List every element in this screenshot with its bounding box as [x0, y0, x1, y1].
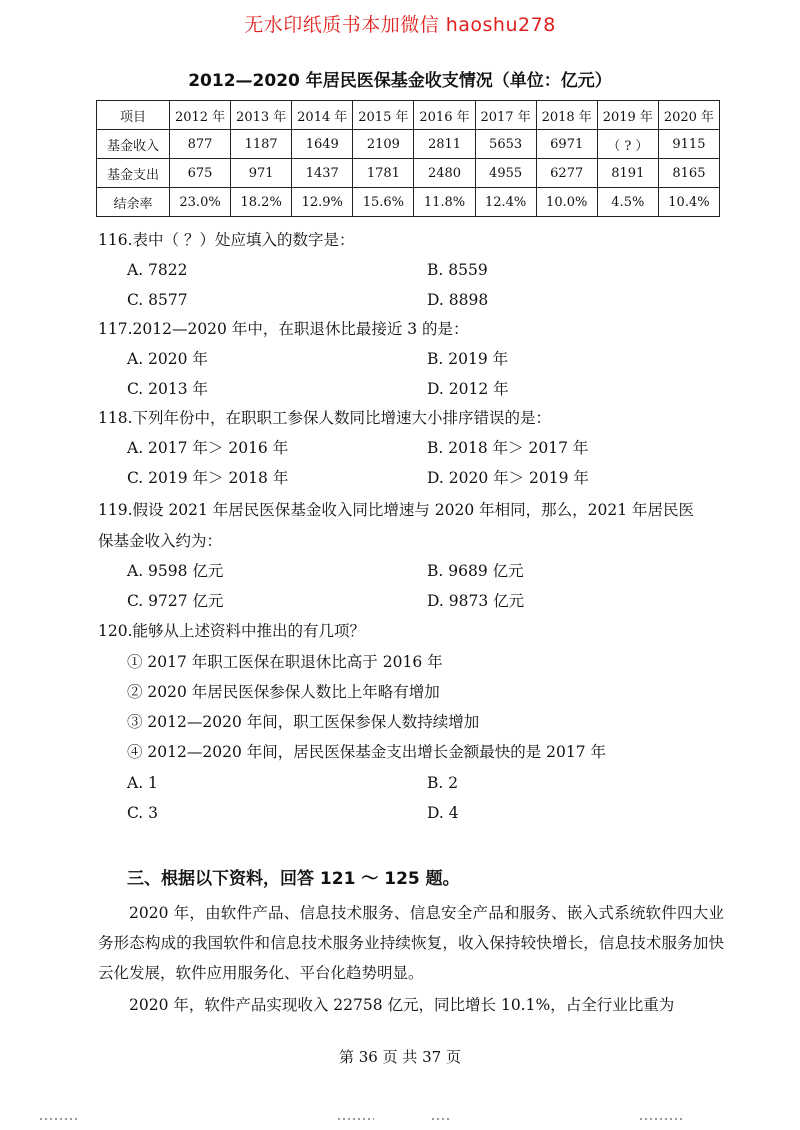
table-cell: 2811 [414, 130, 475, 159]
question-119-option-c: C. 9727 亿元 [127, 592, 224, 610]
question-118-stem: 118.下列年份中，在职职工参保人数同比增速大小排序错误的是： [98, 409, 552, 427]
question-116-option-a: A. 7822 [127, 261, 188, 279]
table-cell: 1649 [292, 130, 353, 159]
scan-artifact-dots [640, 1118, 684, 1120]
section-paragraph-1: 2020 年，由软件产品、信息技术服务、信息安全产品和服务、嵌入式系统软件四大业务形态构成的我国软件和信息技术服务业持续恢复，收入保持较快增长，信息技术服务加快云化发展，软件应用服务化、平台化趋势明显。 [98, 904, 724, 982]
table-row [97, 188, 720, 217]
table-header-cell: 2015 年 [353, 101, 414, 130]
table-cell: 18.2% [231, 188, 292, 217]
table-cell: 5653 [475, 130, 536, 159]
table-header-cell: 2020 年 [658, 101, 719, 130]
table-cell: 4.5% [597, 188, 658, 217]
table-cell: 基金支出 [97, 159, 170, 188]
table-cell: 结余率 [97, 188, 170, 217]
question-120-option-c: C. 3 [127, 804, 159, 822]
question-120-statement-1: ① 2017 年职工医保在职退休比高于 2016 年 [127, 653, 443, 671]
question-116-stem: 116.表中（ ？）处应填入的数字是： [98, 231, 355, 249]
table-cell: （ ? ） [597, 130, 658, 159]
table-row [97, 130, 720, 159]
table-header-cell: 2012 年 [170, 101, 231, 130]
table-cell: 10.0% [536, 188, 597, 217]
table-cell: 877 [170, 130, 231, 159]
table-header-cell: 2014 年 [292, 101, 353, 130]
table-header-cell: 2018 年 [536, 101, 597, 130]
table-cell: 23.0% [170, 188, 231, 217]
table-header-cell: 2016 年 [414, 101, 475, 130]
table-cell: 675 [170, 159, 231, 188]
table-cell: 9115 [658, 130, 719, 159]
question-117-option-a: A. 2020 年 [127, 350, 208, 368]
table-cell: 1437 [292, 159, 353, 188]
question-119-option-a: A. 9598 亿元 [127, 562, 224, 580]
question-119-option-d: D. 9873 亿元 [427, 592, 525, 610]
table-header-cell: 2017 年 [475, 101, 536, 130]
question-118-option-b: B. 2018 年＞ 2017 年 [427, 439, 589, 457]
table-cell: 2109 [353, 130, 414, 159]
table-cell: 971 [231, 159, 292, 188]
scan-artifact-dots [40, 1118, 80, 1120]
table-cell: 12.4% [475, 188, 536, 217]
table-cell: 12.9% [292, 188, 353, 217]
page-number-footer: 第 36 页 共 37 页 [338, 1048, 461, 1066]
table-cell: 8191 [597, 159, 658, 188]
table-cell: 基金收入 [97, 130, 170, 159]
question-117-stem: 117.2012—2020 年中，在职退休比最接近 3 的是： [98, 320, 469, 338]
question-116-option-b: B. 8559 [427, 261, 488, 279]
table-row [97, 159, 720, 188]
section-paragraph-2: 2020 年，软件产品实现收入 22758 亿元，同比增长 10.1%，占全行业比重为 [129, 996, 675, 1014]
table-header-cell: 2019 年 [597, 101, 658, 130]
question-117-option-d: D. 2012 年 [427, 380, 509, 398]
question-120-option-b: B. 2 [427, 774, 459, 792]
table-header-cell: 项目 [97, 101, 170, 130]
table-header-cell: 2013 年 [231, 101, 292, 130]
question-120-stem: 120.能够从上述资料中推出的有几项？ [98, 622, 366, 640]
fund-table [96, 100, 720, 217]
question-119-option-b: B. 9689 亿元 [427, 562, 524, 580]
table-cell: 6277 [536, 159, 597, 188]
question-119-stem: 119.假设 2021 年居民医保基金收入同比增速与 2020 年相同，那么，2021 年居民医 [98, 501, 694, 519]
scan-artifact-dots [432, 1118, 452, 1120]
table-cell: 1187 [231, 130, 292, 159]
question-118-option-a: A. 2017 年＞ 2016 年 [127, 439, 289, 457]
question-120-option-a: A. 1 [127, 774, 158, 792]
scan-artifact-dots [338, 1118, 374, 1120]
question-119-stem-continued: 保基金收入约为： [98, 532, 223, 550]
watermark-text: 无水印纸质书本加微信 haoshu278 [244, 14, 556, 36]
table-cell: 8165 [658, 159, 719, 188]
table-title: 2012—2020 年居民医保基金收支情况（单位：亿元） [188, 71, 612, 91]
table-cell: 15.6% [353, 188, 414, 217]
question-120-statement-2: ② 2020 年居民医保参保人数比上年略有增加 [127, 683, 440, 701]
question-117-option-b: B. 2019 年 [427, 350, 509, 368]
question-116-option-d: D. 8898 [427, 291, 489, 309]
question-117-option-c: C. 2013 年 [127, 380, 209, 398]
table-cell: 6971 [536, 130, 597, 159]
question-116-option-c: C. 8577 [127, 291, 188, 309]
table-header-row [97, 101, 720, 130]
question-120-statement-4: ④ 2012—2020 年间，居民医保基金支出增长金额最快的是 2017 年 [127, 743, 607, 761]
table-cell: 11.8% [414, 188, 475, 217]
question-118-option-c: C. 2019 年＞ 2018 年 [127, 469, 289, 487]
table-cell: 1781 [353, 159, 414, 188]
question-120-option-d: D. 4 [427, 804, 459, 822]
section-title: 三、根据以下资料，回答 121 ～ 125 题。 [127, 869, 460, 889]
table-cell: 10.4% [658, 188, 719, 217]
question-118-option-d: D. 2020 年＞ 2019 年 [427, 469, 589, 487]
table-cell: 4955 [475, 159, 536, 188]
table-cell: 2480 [414, 159, 475, 188]
question-120-statement-3: ③ 2012—2020 年间，职工医保参保人数持续增加 [127, 713, 480, 731]
